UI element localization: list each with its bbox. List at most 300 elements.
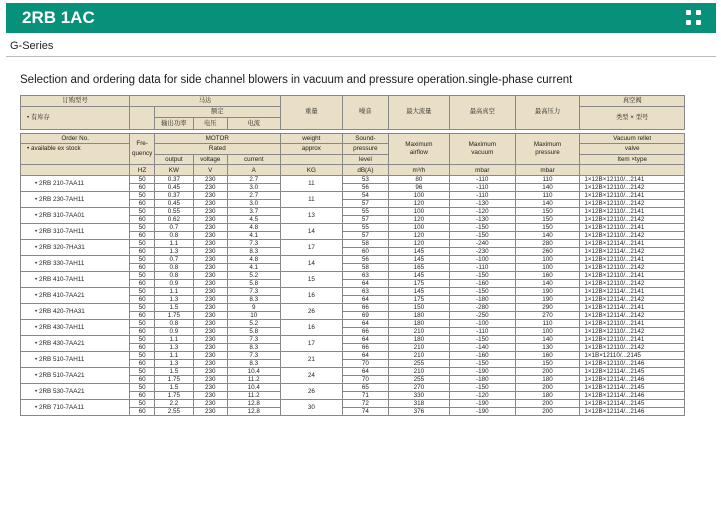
pressure-cell: 200 [515, 384, 580, 392]
output-cell: 1.75 [154, 392, 193, 400]
valve-cell: 1×12B×12110/...2142 [580, 280, 685, 288]
sound-cell: 66 [342, 344, 388, 352]
frequency-cell: 50 [130, 256, 155, 264]
model-cell: • 2RB 230-7AH11 [21, 192, 130, 208]
pressure-cell: 140 [515, 280, 580, 288]
header-max-airflow: Maximum airflow [388, 133, 449, 165]
sound-cell: 64 [342, 280, 388, 288]
current-cell: 5.2 [227, 272, 280, 280]
frequency-cell: 60 [130, 280, 155, 288]
header-banner [6, 3, 716, 33]
model-cell: • 2RB 310-7AA01 [21, 208, 130, 224]
voltage-cell: 230 [193, 360, 227, 368]
output-cell: 1.3 [154, 344, 193, 352]
table-row [21, 272, 685, 280]
header-voltage: voltage [193, 154, 227, 165]
header-current-cn: 电流 [227, 118, 280, 130]
weight-cell: 24 [280, 368, 342, 384]
valve-cell: 1×12B×12114/...2142 [580, 296, 685, 304]
voltage-cell: 230 [193, 224, 227, 232]
model-cell: • 2RB 410-7AA21 [21, 288, 130, 304]
header-weight-cn: 重量 [280, 96, 342, 130]
valve-cell: 1×12B×12110/...2142 [580, 184, 685, 192]
sound-cell: 58 [342, 240, 388, 248]
vacuum-cell: -150 [449, 336, 515, 344]
weight-cell: 11 [280, 192, 342, 208]
valve-cell: 1×12B×12114/...2142 [580, 312, 685, 320]
frequency-cell: 60 [130, 232, 155, 240]
voltage-cell: 230 [193, 216, 227, 224]
sound-cell: 74 [342, 408, 388, 416]
pressure-cell: 150 [515, 224, 580, 232]
frequency-cell: 60 [130, 184, 155, 192]
pressure-cell: 140 [515, 232, 580, 240]
voltage-cell: 230 [193, 192, 227, 200]
valve-cell: 1×12B×12110/...2142 [580, 232, 685, 240]
product-title: 2RB 1AC [22, 8, 95, 27]
airflow-cell: 120 [388, 240, 449, 248]
weight-cell: 14 [280, 224, 342, 240]
frequency-cell: 50 [130, 240, 155, 248]
vacuum-cell: -230 [449, 248, 515, 256]
sound-cell: 64 [342, 296, 388, 304]
table-row [21, 240, 685, 248]
sound-cell: 63 [342, 288, 388, 296]
valve-cell: 1×12B×12114/...2141 [580, 240, 685, 248]
airflow-cell: 255 [388, 360, 449, 368]
header-output-cn: 输出功率 [154, 118, 193, 130]
header-order-no: Order No. [21, 133, 130, 144]
header-max-vacuum: Maximum vacuum [449, 133, 515, 165]
unit-v: V [193, 165, 227, 176]
table-row [21, 320, 685, 328]
current-cell: 3.7 [227, 208, 280, 216]
model-cell: • 2RB 710-7AA11 [21, 400, 130, 416]
pressure-cell: 280 [515, 240, 580, 248]
voltage-cell: 230 [193, 320, 227, 328]
output-cell: 1.5 [154, 384, 193, 392]
airflow-cell: 318 [388, 400, 449, 408]
model-cell: • 2RB 330-7AH11 [21, 256, 130, 272]
valve-cell: 1×12B×12110/...2142 [580, 216, 685, 224]
current-cell: 7.3 [227, 352, 280, 360]
valve-cell: 1×1B×12110/...2145 [580, 352, 685, 360]
vacuum-cell: -280 [449, 304, 515, 312]
frequency-cell: 60 [130, 216, 155, 224]
output-cell: 1.1 [154, 288, 193, 296]
pressure-cell: 100 [515, 328, 580, 336]
frequency-cell: 60 [130, 376, 155, 384]
frequency-cell: 60 [130, 344, 155, 352]
output-cell: 0.37 [154, 192, 193, 200]
pressure-cell: 270 [515, 312, 580, 320]
frequency-cell: 50 [130, 224, 155, 232]
unit-a: A [227, 165, 280, 176]
vacuum-cell: -100 [449, 256, 515, 264]
current-cell: 10.4 [227, 384, 280, 392]
table-caption: Selection and ordering data for side channel blowers in vacuum and pressure operation.single-phase current [20, 74, 573, 86]
voltage-cell: 230 [193, 376, 227, 384]
valve-cell: 1×12B×12114/...2141 [580, 288, 685, 296]
model-cell: • 2RB 510-7AH11 [21, 352, 130, 368]
vacuum-cell: -110 [449, 192, 515, 200]
table-row [21, 336, 685, 344]
output-cell: 0.9 [154, 280, 193, 288]
voltage-cell: 230 [193, 408, 227, 416]
voltage-cell: 230 [193, 200, 227, 208]
current-cell: 4.8 [227, 256, 280, 264]
voltage-cell: 230 [193, 352, 227, 360]
sound-cell: 58 [342, 264, 388, 272]
vacuum-cell: -150 [449, 224, 515, 232]
vacuum-cell: -240 [449, 240, 515, 248]
sound-cell: 63 [342, 272, 388, 280]
header-order-no-cn: 订购型号 [21, 96, 130, 107]
voltage-cell: 230 [193, 288, 227, 296]
weight-cell: 16 [280, 320, 342, 336]
header-current: current [227, 154, 280, 165]
model-cell: • 2RB 530-7AA21 [21, 384, 130, 400]
pressure-cell: 110 [515, 320, 580, 328]
airflow-cell: 145 [388, 248, 449, 256]
vacuum-cell: -100 [449, 320, 515, 328]
output-cell: 0.62 [154, 216, 193, 224]
unit-blank [21, 165, 130, 176]
airflow-cell: 210 [388, 344, 449, 352]
valve-cell: 1×12B×12114/...2142 [580, 248, 685, 256]
pressure-cell: 110 [515, 176, 580, 184]
valve-cell: 1×12B×12110/...2146 [580, 360, 685, 368]
pressure-cell: 150 [515, 216, 580, 224]
voltage-cell: 230 [193, 392, 227, 400]
frequency-cell: 60 [130, 408, 155, 416]
weight-cell: 17 [280, 240, 342, 256]
model-cell: • 2RB 410-7AH11 [21, 272, 130, 288]
airflow-cell: 100 [388, 192, 449, 200]
valve-cell: 1×12B×12110/...2141 [580, 192, 685, 200]
sound-cell: 65 [342, 384, 388, 392]
sound-cell: 70 [342, 360, 388, 368]
airflow-cell: 210 [388, 368, 449, 376]
sound-cell: 57 [342, 216, 388, 224]
sound-cell: 72 [342, 400, 388, 408]
divider [6, 56, 716, 57]
vacuum-cell: -150 [449, 384, 515, 392]
table-row [21, 176, 685, 184]
output-cell: 0.8 [154, 232, 193, 240]
valve-cell: 1×12B×12110/...2141 [580, 176, 685, 184]
frequency-cell: 50 [130, 320, 155, 328]
header-max-pressure: Maximum pressure [515, 133, 580, 165]
frequency-cell: 50 [130, 400, 155, 408]
header-valve2: valve [580, 144, 685, 155]
valve-cell: 1×12B×12110/...2141 [580, 256, 685, 264]
unit-db: dB(A) [342, 165, 388, 176]
voltage-cell: 230 [193, 248, 227, 256]
airflow-cell: 145 [388, 256, 449, 264]
valve-cell: 1×12B×12110/...2142 [580, 264, 685, 272]
frequency-cell: 60 [130, 264, 155, 272]
airflow-cell: 120 [388, 216, 449, 224]
valve-cell: 1×12B×12110/...2141 [580, 336, 685, 344]
output-cell: 0.45 [154, 184, 193, 192]
header-type-model-cn: 类型 × 型号 [580, 107, 685, 130]
pressure-cell: 290 [515, 304, 580, 312]
sound-cell: 70 [342, 376, 388, 384]
current-cell: 11.2 [227, 376, 280, 384]
sound-cell: 64 [342, 352, 388, 360]
frequency-cell: 50 [130, 208, 155, 216]
current-cell: 8.3 [227, 296, 280, 304]
valve-cell: 1×12B×12114/...2141 [580, 304, 685, 312]
weight-cell: 26 [280, 304, 342, 320]
sound-cell: 57 [342, 232, 388, 240]
sound-cell: 71 [342, 392, 388, 400]
table-row [21, 208, 685, 216]
weight-cell: 13 [280, 208, 342, 224]
current-cell: 11.2 [227, 392, 280, 400]
table-row [21, 352, 685, 360]
valve-cell: 1×12B×12110/...2141 [580, 320, 685, 328]
header-vacuum-cn: 最高真空 [449, 96, 515, 130]
weight-cell: 16 [280, 288, 342, 304]
valve-cell: 1×12B×12110/...2141 [580, 224, 685, 232]
frequency-cell: 50 [130, 192, 155, 200]
vacuum-cell: -110 [449, 184, 515, 192]
output-cell: 1.1 [154, 336, 193, 344]
table-header [21, 96, 685, 176]
header-valve-cn: 真空阀 [580, 96, 685, 107]
pressure-cell: 260 [515, 248, 580, 256]
airflow-cell: 180 [388, 336, 449, 344]
pressure-cell: 150 [515, 360, 580, 368]
frequency-cell: 60 [130, 200, 155, 208]
output-cell: 2.55 [154, 408, 193, 416]
airflow-cell: 120 [388, 232, 449, 240]
valve-cell: 1×12B×12114/...2145 [580, 384, 685, 392]
airflow-cell: 175 [388, 296, 449, 304]
vacuum-cell: -150 [449, 360, 515, 368]
vacuum-cell: -130 [449, 216, 515, 224]
header-pressure-cn: 最高压力 [515, 96, 580, 130]
header-blank-cn [130, 107, 155, 130]
valve-cell: 1×12B×12110/...2141 [580, 208, 685, 216]
current-cell: 4.8 [227, 224, 280, 232]
output-cell: 0.9 [154, 328, 193, 336]
sound-cell: 53 [342, 176, 388, 184]
airflow-cell: 270 [388, 384, 449, 392]
sound-cell: 64 [342, 368, 388, 376]
voltage-cell: 230 [193, 368, 227, 376]
header-noise-cn: 噪音 [342, 96, 388, 130]
airflow-cell: 145 [388, 272, 449, 280]
valve-cell: 1×12B×12114/...2145 [580, 400, 685, 408]
table-row [21, 192, 685, 200]
grid-dots-icon[interactable] [684, 9, 704, 27]
table-row [21, 304, 685, 312]
selection-table [20, 95, 685, 416]
current-cell: 8.3 [227, 248, 280, 256]
header-sound3: level [342, 154, 388, 165]
current-cell: 9 [227, 304, 280, 312]
vacuum-cell: -120 [449, 208, 515, 216]
current-cell: 4.1 [227, 264, 280, 272]
frequency-cell: 50 [130, 288, 155, 296]
voltage-cell: 230 [193, 280, 227, 288]
pressure-cell: 150 [515, 208, 580, 216]
unit-kw: KW [154, 165, 193, 176]
pressure-cell: 200 [515, 408, 580, 416]
voltage-cell: 230 [193, 384, 227, 392]
output-cell: 1.5 [154, 304, 193, 312]
current-cell: 4.1 [227, 232, 280, 240]
frequency-cell: 60 [130, 312, 155, 320]
output-cell: 0.45 [154, 200, 193, 208]
output-cell: 0.8 [154, 320, 193, 328]
airflow-cell: 180 [388, 312, 449, 320]
voltage-cell: 230 [193, 208, 227, 216]
output-cell: 1.5 [154, 368, 193, 376]
vacuum-cell: -110 [449, 264, 515, 272]
sound-cell: 57 [342, 200, 388, 208]
table-body [21, 176, 685, 416]
header-available: • available ex stock [21, 144, 130, 165]
valve-cell: 1×12B×12110/...2142 [580, 200, 685, 208]
header-in-stock-cn: • 有库存 [21, 107, 130, 130]
airflow-cell: 165 [388, 264, 449, 272]
output-cell: 0.37 [154, 176, 193, 184]
vacuum-cell: -110 [449, 176, 515, 184]
voltage-cell: 230 [193, 304, 227, 312]
airflow-cell: 180 [388, 320, 449, 328]
unit-valve [580, 165, 685, 176]
voltage-cell: 230 [193, 264, 227, 272]
model-cell: • 2RB 420-7HA31 [21, 304, 130, 320]
pressure-cell: 160 [515, 352, 580, 360]
model-cell: • 2RB 430-7AH11 [21, 320, 130, 336]
sound-cell: 56 [342, 184, 388, 192]
frequency-cell: 60 [130, 296, 155, 304]
pressure-cell: 140 [515, 184, 580, 192]
voltage-cell: 230 [193, 328, 227, 336]
weight-cell: 21 [280, 352, 342, 368]
output-cell: 1.3 [154, 296, 193, 304]
vacuum-cell: -130 [449, 200, 515, 208]
weight-cell: 30 [280, 400, 342, 416]
header-output: output [154, 154, 193, 165]
vacuum-cell: -250 [449, 312, 515, 320]
weight-cell: 17 [280, 336, 342, 352]
current-cell: 8.3 [227, 360, 280, 368]
vacuum-cell: -160 [449, 280, 515, 288]
current-cell: 8.3 [227, 344, 280, 352]
table-row [21, 256, 685, 264]
weight-cell: 11 [280, 176, 342, 192]
current-cell: 10 [227, 312, 280, 320]
airflow-cell: 255 [388, 376, 449, 384]
current-cell: 3.0 [227, 200, 280, 208]
sound-cell: 64 [342, 336, 388, 344]
pressure-cell: 100 [515, 256, 580, 264]
vacuum-cell: -180 [449, 296, 515, 304]
header-frequency: Fre- quency [130, 133, 155, 165]
frequency-cell: 50 [130, 384, 155, 392]
voltage-cell: 230 [193, 344, 227, 352]
frequency-cell: 50 [130, 304, 155, 312]
output-cell: 0.7 [154, 224, 193, 232]
unit-vac: mbar [449, 165, 515, 176]
weight-cell: 15 [280, 272, 342, 288]
output-cell: 0.55 [154, 208, 193, 216]
output-cell: 1.75 [154, 312, 193, 320]
current-cell: 7.3 [227, 288, 280, 296]
sound-cell: 66 [342, 304, 388, 312]
voltage-cell: 230 [193, 400, 227, 408]
valve-cell: 1×12B×12114/...2145 [580, 368, 685, 376]
model-cell: • 2RB 210-7AA11 [21, 176, 130, 192]
frequency-cell: 60 [130, 360, 155, 368]
airflow-cell: 150 [388, 304, 449, 312]
vacuum-cell: -150 [449, 272, 515, 280]
pressure-cell: 100 [515, 264, 580, 272]
sound-cell: 66 [342, 328, 388, 336]
table-row [21, 400, 685, 408]
vacuum-cell: -180 [449, 376, 515, 384]
pressure-cell: 180 [515, 376, 580, 384]
pressure-cell: 110 [515, 192, 580, 200]
header-weight-blank [280, 154, 342, 165]
model-cell: • 2RB 320-7HA31 [21, 240, 130, 256]
frequency-cell: 60 [130, 392, 155, 400]
weight-cell: 26 [280, 384, 342, 400]
current-cell: 5.2 [227, 320, 280, 328]
valve-cell: 1×12B×12110/...2142 [580, 344, 685, 352]
pressure-cell: 130 [515, 344, 580, 352]
weight-cell: 14 [280, 256, 342, 272]
header-motor: MOTOR [154, 133, 280, 144]
frequency-cell: 60 [130, 248, 155, 256]
airflow-cell: 210 [388, 352, 449, 360]
vacuum-cell: -190 [449, 400, 515, 408]
vacuum-cell: -150 [449, 288, 515, 296]
model-cell: • 2RB 510-7AA21 [21, 368, 130, 384]
pressure-cell: 200 [515, 400, 580, 408]
current-cell: 5.8 [227, 328, 280, 336]
voltage-cell: 230 [193, 232, 227, 240]
airflow-cell: 330 [388, 392, 449, 400]
frequency-cell: 50 [130, 352, 155, 360]
header-rated: Rated [154, 144, 280, 155]
table-row [21, 224, 685, 232]
table-row [21, 384, 685, 392]
pressure-cell: 190 [515, 288, 580, 296]
sound-cell: 55 [342, 224, 388, 232]
unit-hz: HZ [130, 165, 155, 176]
output-cell: 0.8 [154, 264, 193, 272]
header-valve3: Item ×type [580, 154, 685, 165]
header-motor-cn: 马达 [130, 96, 280, 107]
current-cell: 4.5 [227, 216, 280, 224]
current-cell: 7.3 [227, 240, 280, 248]
airflow-cell: 145 [388, 288, 449, 296]
vacuum-cell: -190 [449, 408, 515, 416]
output-cell: 0.7 [154, 256, 193, 264]
current-cell: 5.8 [227, 280, 280, 288]
vacuum-cell: -120 [449, 392, 515, 400]
vacuum-cell: -190 [449, 368, 515, 376]
frequency-cell: 50 [130, 336, 155, 344]
output-cell: 0.8 [154, 272, 193, 280]
